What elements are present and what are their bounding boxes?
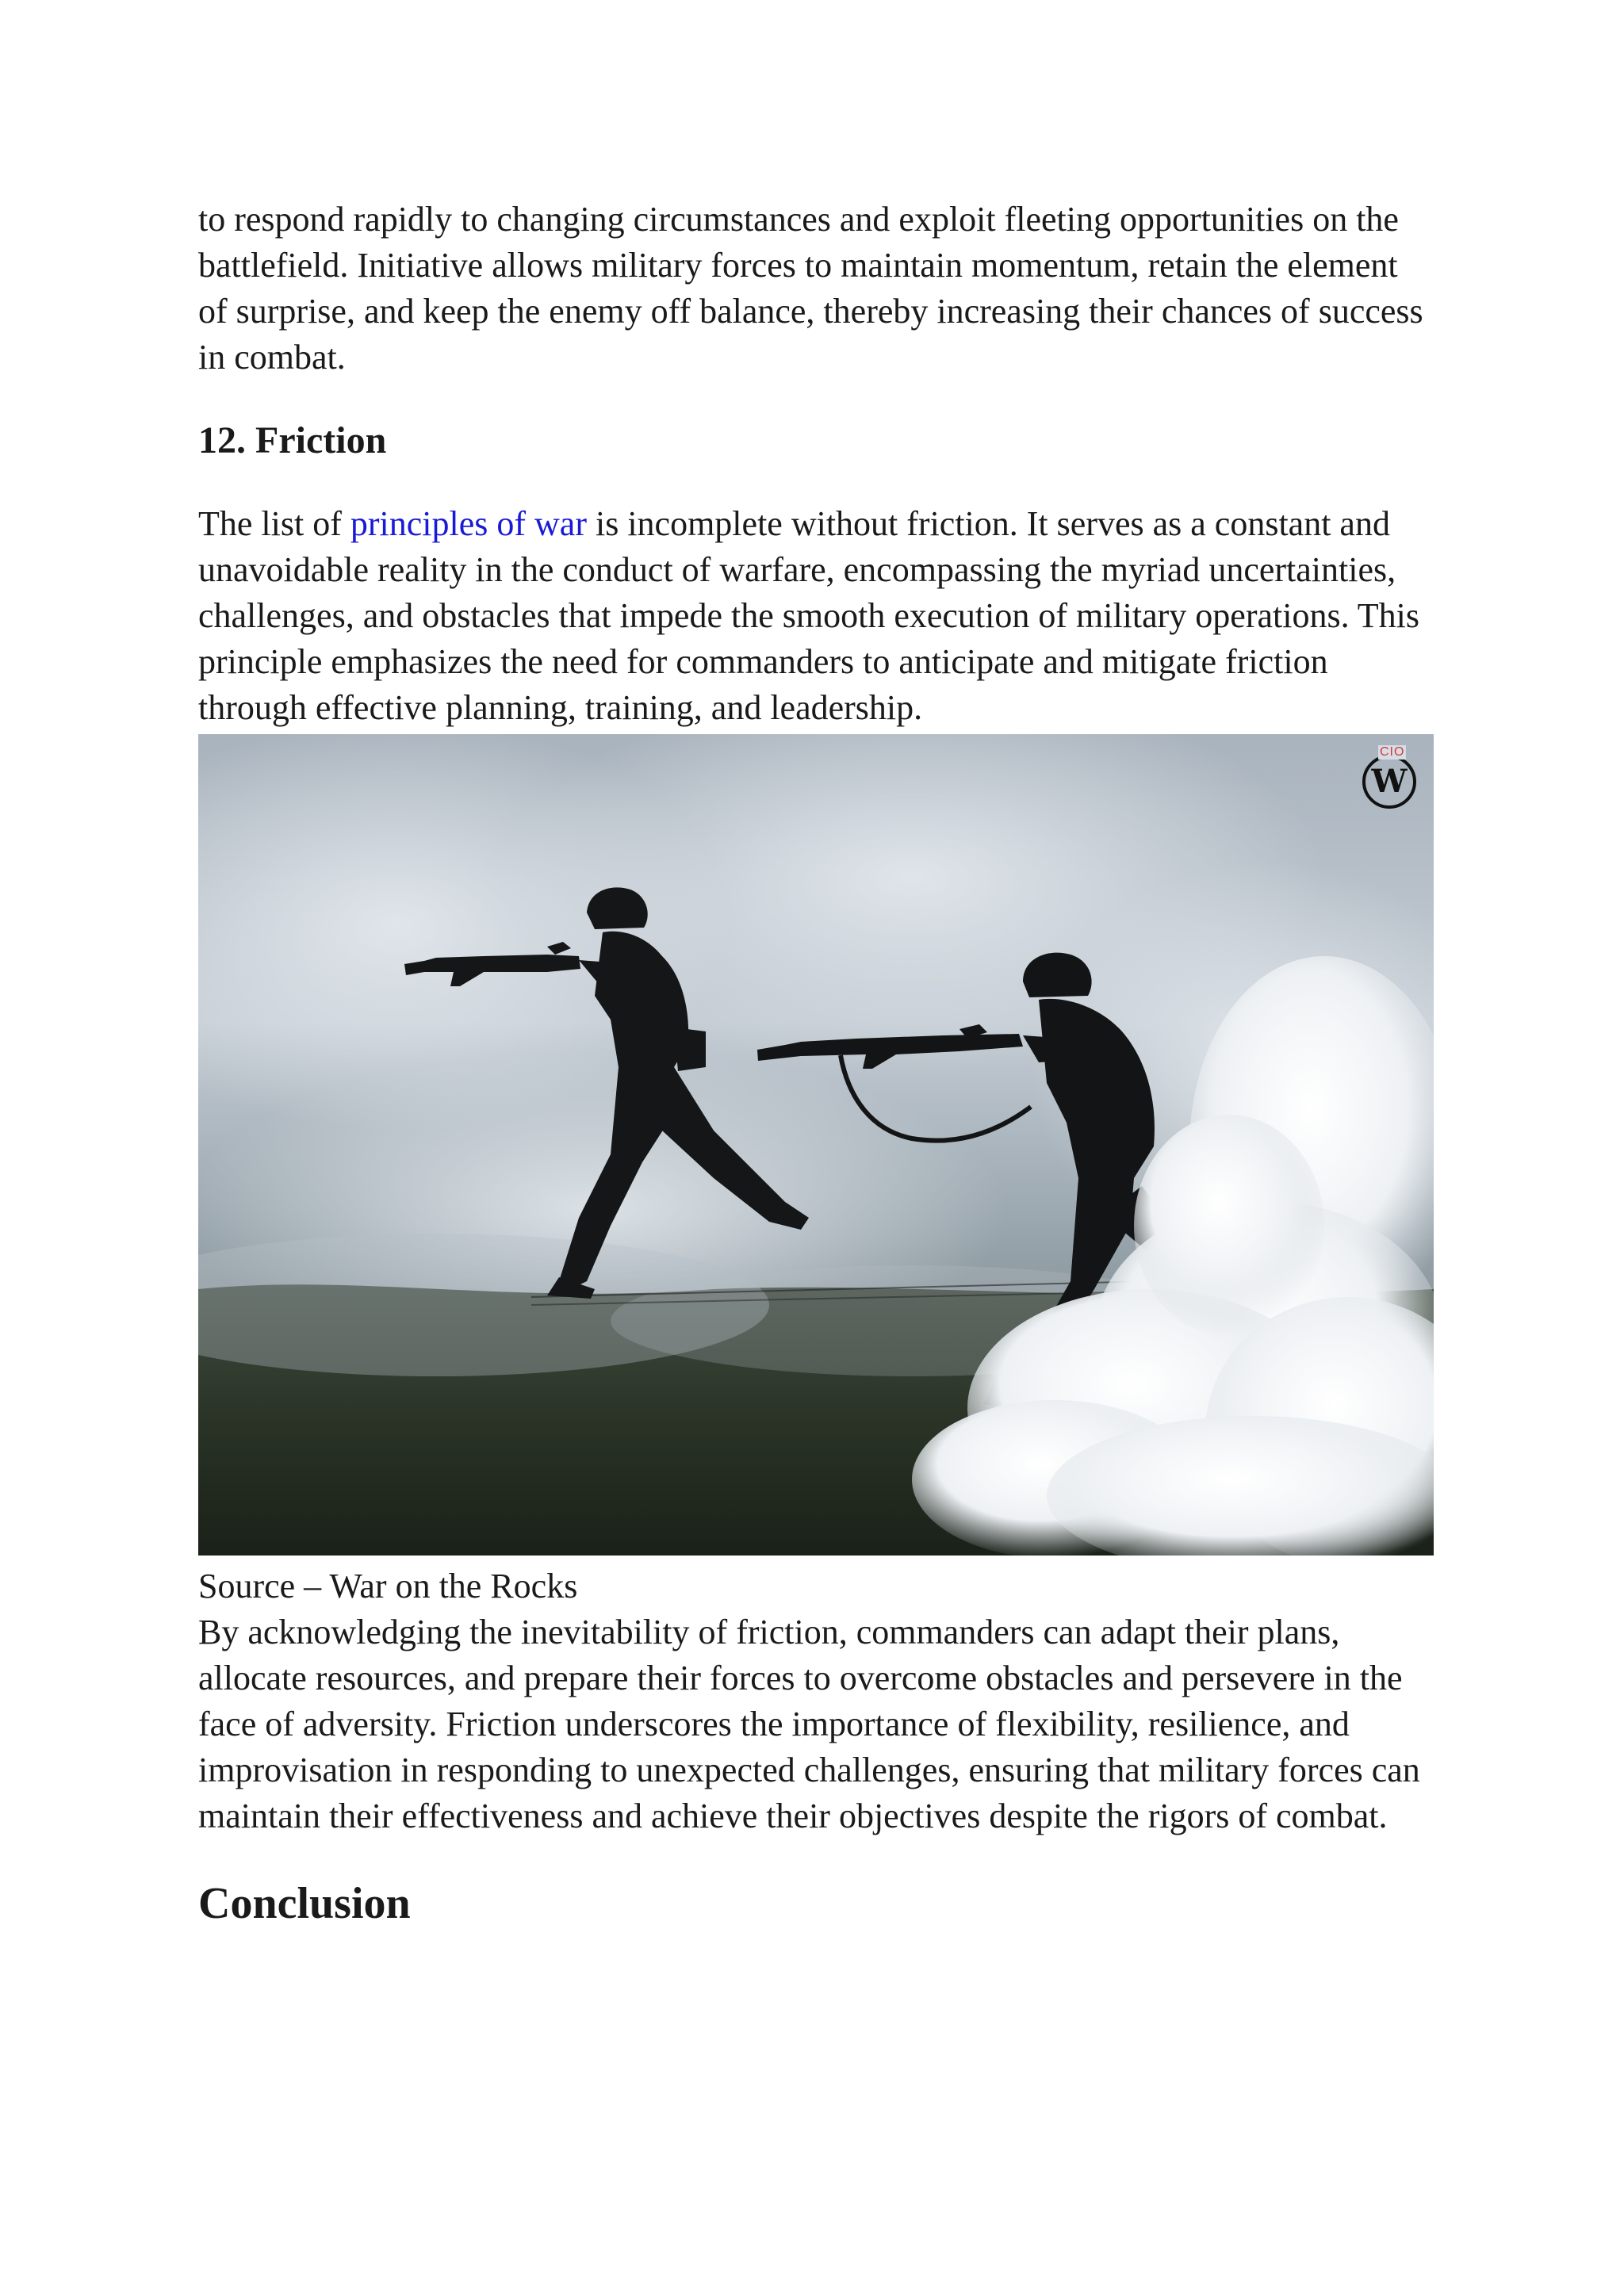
principles-of-war-link[interactable]: principles of war (350, 504, 587, 543)
logo-subtext: CIO (1380, 745, 1405, 759)
image-caption: Source – War on the Rocks (198, 1567, 578, 1605)
friction-paragraph-1-rest: is incomplete without friction. It serves as a constant and unavoidable reality in the conduct of warfare, encompassing the myriad uncertainties, challenges, and obstacles that impede the smooth execution of military operations. This principle emphasizes the need for commanders to anticipate and mitigate friction through effective planning, training, and leadership. (198, 504, 1420, 727)
intro-paragraph: to respond rapidly to changing circumstances and exploit fleeting opportunities on the battlefield. Initiative allows military forces to maintain momentum, retain the element of surprise, and keep the enemy off balance, thereby increasing their chances of success in combat. (198, 200, 1423, 377)
cio-women-logo (1359, 745, 1418, 807)
conclusion-heading: Conclusion (198, 1879, 411, 1928)
soldiers-in-smoke-illustration (198, 734, 1434, 1556)
section-heading-friction: 12. Friction (198, 419, 387, 461)
article-body (198, 197, 1435, 1931)
logo-mark: W (1371, 763, 1408, 800)
friction-paragraph-1-start: The list of (198, 504, 350, 543)
friction-paragraph-1 (198, 501, 1435, 731)
soldiers-in-smoke-image (198, 734, 1434, 1556)
logo-ring (1362, 755, 1416, 809)
friction-paragraph-2: By acknowledging the inevitability of friction, commanders can adapt their plans, allocate resources, and prepare their forces to overcome obstacles and persevere in the face of adversity. Friction underscores the importance of flexibility, resilience, and improvisation in responding to unexpected challenges, ensuring that military forces can maintain their effectiveness and achieve their objectives despite the rigors of combat. (198, 1613, 1420, 1835)
